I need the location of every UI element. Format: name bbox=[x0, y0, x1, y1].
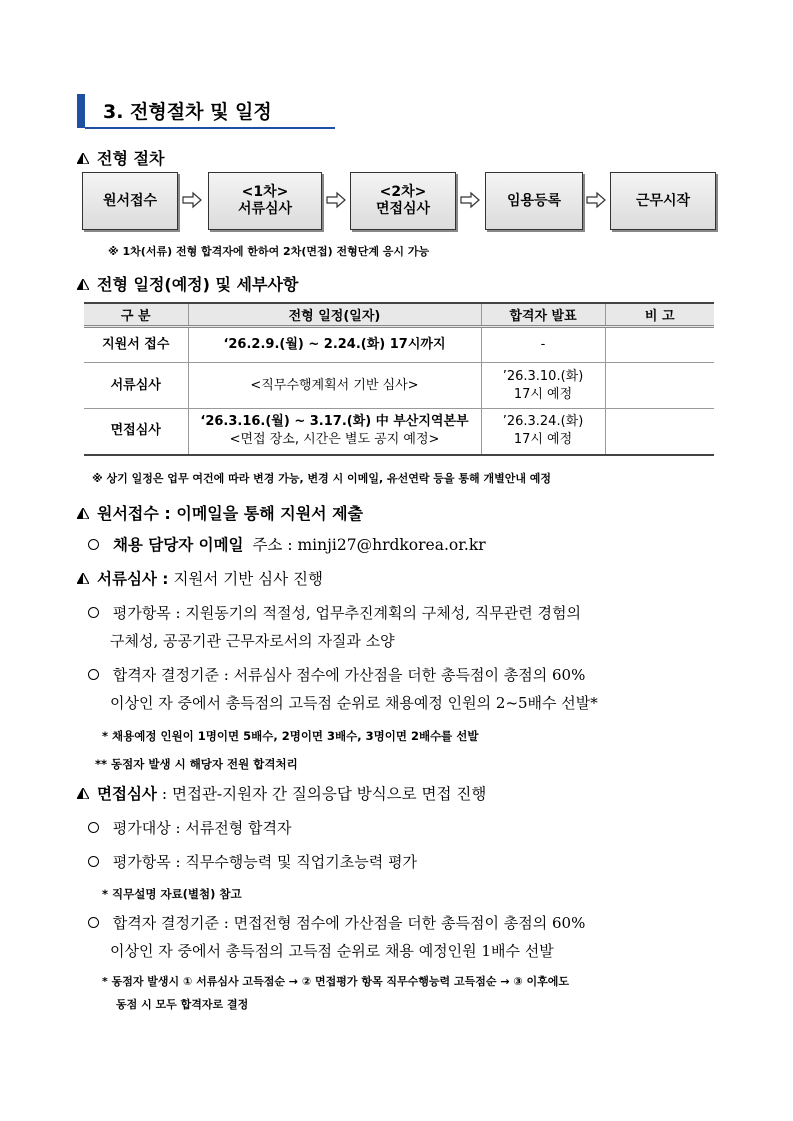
row-remark bbox=[605, 409, 714, 455]
row-announce bbox=[481, 409, 605, 455]
interview-heading bbox=[77, 784, 486, 804]
step-label: 임용등록 bbox=[506, 192, 562, 209]
step-sublabel: 면접심사 bbox=[375, 201, 431, 217]
step-label: 근무시작 bbox=[635, 192, 691, 209]
table-header-row bbox=[84, 303, 714, 327]
step-box-2 bbox=[208, 172, 322, 230]
review-footnote-2: ** 동점자 발생 시 해당자 전원 합격처리 bbox=[95, 757, 298, 771]
table-row bbox=[84, 363, 714, 409]
section-title: 3. 전형절차 및 일정 bbox=[103, 101, 272, 123]
interview-footnote-1: * 직무설명 자료(별첨) 참고 bbox=[102, 887, 242, 901]
section-title-bar bbox=[77, 94, 85, 128]
interview-footnote-2-cont: 동점 시 모두 합격자로 결정 bbox=[116, 998, 249, 1011]
interview-heading-bold: 면접심사 bbox=[97, 785, 157, 803]
step-label: 원서접수 bbox=[102, 192, 158, 209]
interview-item-1 bbox=[88, 818, 292, 838]
step-box-4 bbox=[485, 172, 583, 230]
step-box-5 bbox=[610, 172, 716, 230]
circle-bullet-icon bbox=[88, 917, 99, 928]
schedule-table bbox=[84, 302, 714, 456]
application-heading bbox=[77, 501, 363, 524]
triangle-bullet-icon bbox=[77, 279, 89, 290]
row-category: 지원서 접수 bbox=[84, 327, 188, 363]
document-review-heading-bold: 서류심사 : bbox=[97, 570, 169, 588]
row-remark bbox=[605, 327, 714, 363]
row-date bbox=[188, 327, 481, 363]
schedule-heading bbox=[77, 272, 298, 295]
circle-bullet-icon bbox=[88, 822, 99, 833]
email-address: 주소 : minji27@hrdkorea.or.kr bbox=[252, 536, 486, 554]
row-announce-line: 17시 예정 bbox=[513, 386, 573, 402]
schedule-note: ※ 상기 일정은 업무 여건에 따라 변경 가능, 변경 시 이메일, 유선연락 등을 통해 개별안내 예정 bbox=[92, 472, 552, 485]
document-review-heading-text: 지원서 기반 심사 진행 bbox=[173, 570, 323, 588]
step-sublabel: 서류심사 bbox=[237, 201, 293, 217]
procedure-heading bbox=[77, 146, 164, 169]
table-row bbox=[84, 327, 714, 363]
section-title-underline bbox=[85, 127, 335, 129]
interview-item-text: 평가항목 : 직무수행능력 및 직업기초능력 평가 bbox=[112, 853, 417, 871]
row-announce-line: 17시 예정 bbox=[513, 432, 573, 448]
row-announce-line: ’26.3.10.(화) bbox=[502, 368, 584, 384]
interview-footnote-2: * 동점자 발생시 ① 서류심사 고득점순 → ② 면접평가 항목 직무수행능력 고득점순 → ③ 이후에도 bbox=[102, 975, 570, 988]
row-category: 면접심사 bbox=[84, 409, 188, 455]
arrow-right-icon bbox=[326, 191, 346, 209]
step-box-3 bbox=[350, 172, 456, 230]
email-line bbox=[88, 535, 486, 555]
column-header: 구 분 bbox=[84, 303, 188, 327]
arrow-right-icon bbox=[586, 191, 606, 209]
review-item-2-cont: 이상인 자 중에서 총득점의 고득점 순위로 채용예정 인원의 2~5배수 선발* bbox=[110, 694, 598, 712]
circle-bullet-icon bbox=[88, 669, 99, 680]
row-date-line: <면접 장소, 시간은 별도 공지 예정> bbox=[229, 432, 440, 448]
document-review-heading bbox=[77, 569, 323, 589]
triangle-bullet-icon bbox=[77, 573, 89, 584]
interview-item-text: 합격자 결정기준 : 면접전형 점수에 가산점을 더한 총득점이 총점의 60% bbox=[112, 914, 586, 932]
row-category: 서류심사 bbox=[84, 363, 188, 409]
row-announce bbox=[481, 327, 605, 363]
row-date-line: ‘26.2.9.(월) ~ 2.24.(화) 17시까지 bbox=[223, 337, 446, 352]
step-box-1 bbox=[82, 172, 178, 230]
row-date bbox=[188, 409, 481, 455]
circle-bullet-icon bbox=[88, 607, 99, 618]
application-heading-text: 원서접수 : 이메일을 통해 지원서 제출 bbox=[97, 504, 364, 523]
review-item-text: 합격자 결정기준 : 서류심사 점수에 가산점을 더한 총득점이 총점의 60% bbox=[112, 666, 586, 684]
triangle-bullet-icon bbox=[77, 153, 89, 164]
procedure-note: ※ 1차(서류) 전형 합격자에 한하여 2차(면접) 전형단계 응시 가능 bbox=[108, 245, 430, 258]
column-header: 합격자 발표 bbox=[481, 303, 605, 327]
circle-bullet-icon bbox=[88, 856, 99, 867]
interview-item-3-cont: 이상인 자 중에서 총득점의 고득점 순위로 채용 예정인원 1배수 선발 bbox=[110, 942, 554, 960]
review-footnote-1: * 채용예정 인원이 1명이면 5배수, 2명이면 3배수, 3명이면 2배수를 선발 bbox=[102, 729, 479, 743]
row-announce-line: - bbox=[540, 337, 546, 352]
table-row bbox=[84, 409, 714, 455]
triangle-bullet-icon bbox=[77, 508, 89, 519]
interview-item-3 bbox=[88, 913, 585, 933]
row-announce-line: ’26.3.24.(화) bbox=[502, 414, 584, 430]
arrow-right-icon bbox=[182, 191, 202, 209]
step-label: <1차> bbox=[241, 184, 289, 200]
schedule-heading-text: 전형 일정(예정) 및 세부사항 bbox=[97, 275, 299, 294]
procedure-heading-text: 전형 절차 bbox=[97, 149, 165, 168]
interview-item-text: 평가대상 : 서류전형 합격자 bbox=[112, 819, 292, 837]
column-header: 비 고 bbox=[605, 303, 714, 327]
arrow-right-icon bbox=[460, 191, 480, 209]
triangle-bullet-icon bbox=[77, 788, 89, 799]
row-date bbox=[188, 363, 481, 409]
interview-item-2 bbox=[88, 852, 417, 872]
interview-heading-text: : 면접관-지원자 간 질의응답 방식으로 면접 진행 bbox=[161, 785, 487, 803]
column-header: 전형 일정(일자) bbox=[188, 303, 481, 327]
review-item-1-cont: 구체성, 공공기관 근무자로서의 자질과 소양 bbox=[110, 632, 395, 650]
review-item-text: 평가항목 : 지원동기의 적절성, 업무추진계획의 구체성, 직무관련 경험의 bbox=[112, 604, 581, 622]
review-item-2 bbox=[88, 665, 585, 685]
circle-bullet-icon bbox=[88, 539, 99, 550]
review-item-1 bbox=[88, 603, 581, 623]
row-date-line: <직무수행계획서 기반 심사> bbox=[250, 377, 419, 393]
step-label: <2차> bbox=[379, 184, 427, 200]
row-date-line: ‘26.3.16.(월) ~ 3.17.(화) 中 부산지역본부 bbox=[200, 414, 469, 430]
email-label: 채용 담당자 이메일 bbox=[112, 536, 244, 554]
row-remark bbox=[605, 363, 714, 409]
row-announce bbox=[481, 363, 605, 409]
